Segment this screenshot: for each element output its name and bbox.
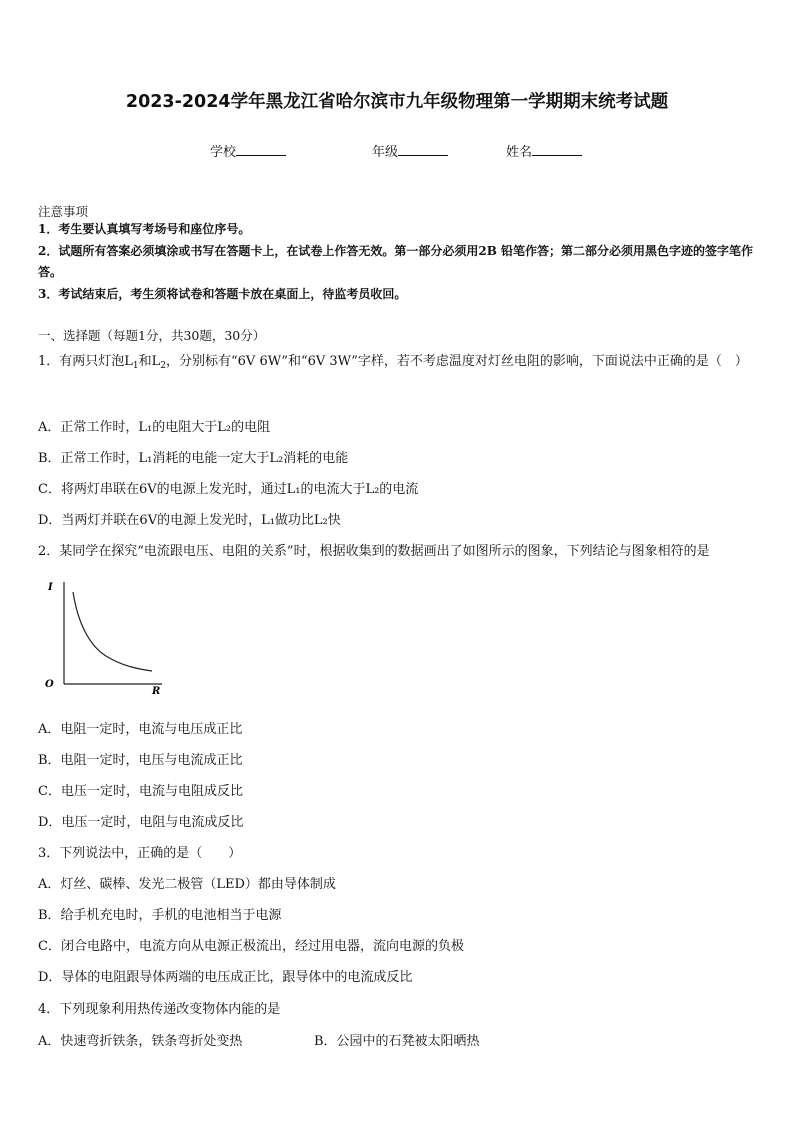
grade-label: 年级 xyxy=(372,145,399,160)
q4-option-b: B．公园中的石凳被太阳晒热 xyxy=(314,1034,480,1049)
section-heading: 一、选择题（每题1分，共30题，30分） xyxy=(38,328,266,343)
q3-option-b: B．给手机充电时，手机的电池相当于电源 xyxy=(38,908,282,923)
school-field xyxy=(210,141,286,160)
school-label: 学校 xyxy=(210,145,237,160)
grade-blank xyxy=(398,143,448,156)
q1-stem-part-c: ，分别标有“6V 6W”和“6V 3W”字样，若不考虑温度对灯丝电阻的影响，下面说法中正确的是（ ） xyxy=(166,354,748,369)
q1-option-c: C．将两灯串联在6V的电源上发光时，通过L₁的电流大于L₂的电流 xyxy=(38,482,419,497)
q1-sub-2: 2 xyxy=(160,361,167,371)
q3-option-c: C．闭合电路中，电流方向从电源正极流出，经过用电器，流向电源的负极 xyxy=(38,939,464,954)
i-r-graph-svg xyxy=(40,574,170,696)
q1-stem-part-a: 1．有两只灯泡L xyxy=(38,354,133,369)
q1-sub-1: 1 xyxy=(132,361,139,371)
q1-option-a: A．正常工作时，L₁的电阻大于L₂的电阻 xyxy=(38,420,271,435)
q1-stem-part-b: 和L xyxy=(138,354,161,369)
question-2-stem: 2．某同学在探究“电流跟电压、电阻的关系”时，根据收集到的数据画出了如图所示的图象，下列结论与图象相符的是 xyxy=(38,544,710,559)
q3-option-a: A．灯丝、碳棒、发光二极管（LED）都由导体制成 xyxy=(38,877,336,892)
page-title: 2023-2024学年黑龙江省哈尔滨市九年级物理第一学期期末统考试题 xyxy=(125,92,669,112)
question-4-stem: 4．下列现象利用热传递改变物体内能的是 xyxy=(38,1002,281,1017)
name-field xyxy=(506,141,582,160)
q3-option-d: D．导体的电阻跟导体两端的电压成正比，跟导体中的电流成反比 xyxy=(38,970,413,985)
q2-option-a: A．电阻一定时，电流与电压成正比 xyxy=(38,722,243,737)
q2-option-c: C．电压一定时，电流与电阻成反比 xyxy=(38,784,243,799)
grade-field xyxy=(372,141,448,160)
note-item-2: 2．试题所有答案必须填涂或书写在答题卡上，在试卷上作答无效。第一部分必须用2B 铅笔作答；第二部分必须用黑色字迹的签字笔作答。 xyxy=(38,244,754,279)
name-blank xyxy=(532,143,582,156)
note-item-3: 3．考试结束后，考生须将试卷和答题卡放在桌面上，待监考员收回。 xyxy=(38,287,407,301)
q2-option-b: B．电阻一定时，电压与电流成正比 xyxy=(38,753,243,768)
q1-option-d: D．当两灯并联在6V的电源上发光时，L₁做功比L₂快 xyxy=(38,513,341,528)
name-label: 姓名 xyxy=(506,145,533,160)
notes-heading: 注意事项 xyxy=(38,204,89,219)
q4-option-a: A．快速弯折铁条，铁条弯折处变热 xyxy=(38,1034,243,1049)
q2-option-d: D．电压一定时，电阻与电流成反比 xyxy=(38,815,244,830)
inverse-curve xyxy=(73,592,152,671)
y-axis-label: I xyxy=(48,582,53,593)
q1-option-b: B．正常工作时，L₁消耗的电能一定大于L₂消耗的电能 xyxy=(38,451,349,466)
question-1-stem xyxy=(38,346,758,377)
origin-label: O xyxy=(45,679,54,690)
note-item-1: 1．考生要认真填写考场号和座位序号。 xyxy=(38,222,251,236)
i-r-graph xyxy=(40,574,170,700)
school-blank xyxy=(236,143,286,156)
x-axis-label: R xyxy=(152,686,161,696)
question-3-stem: 3．下列说法中，正确的是（ ） xyxy=(38,846,242,861)
